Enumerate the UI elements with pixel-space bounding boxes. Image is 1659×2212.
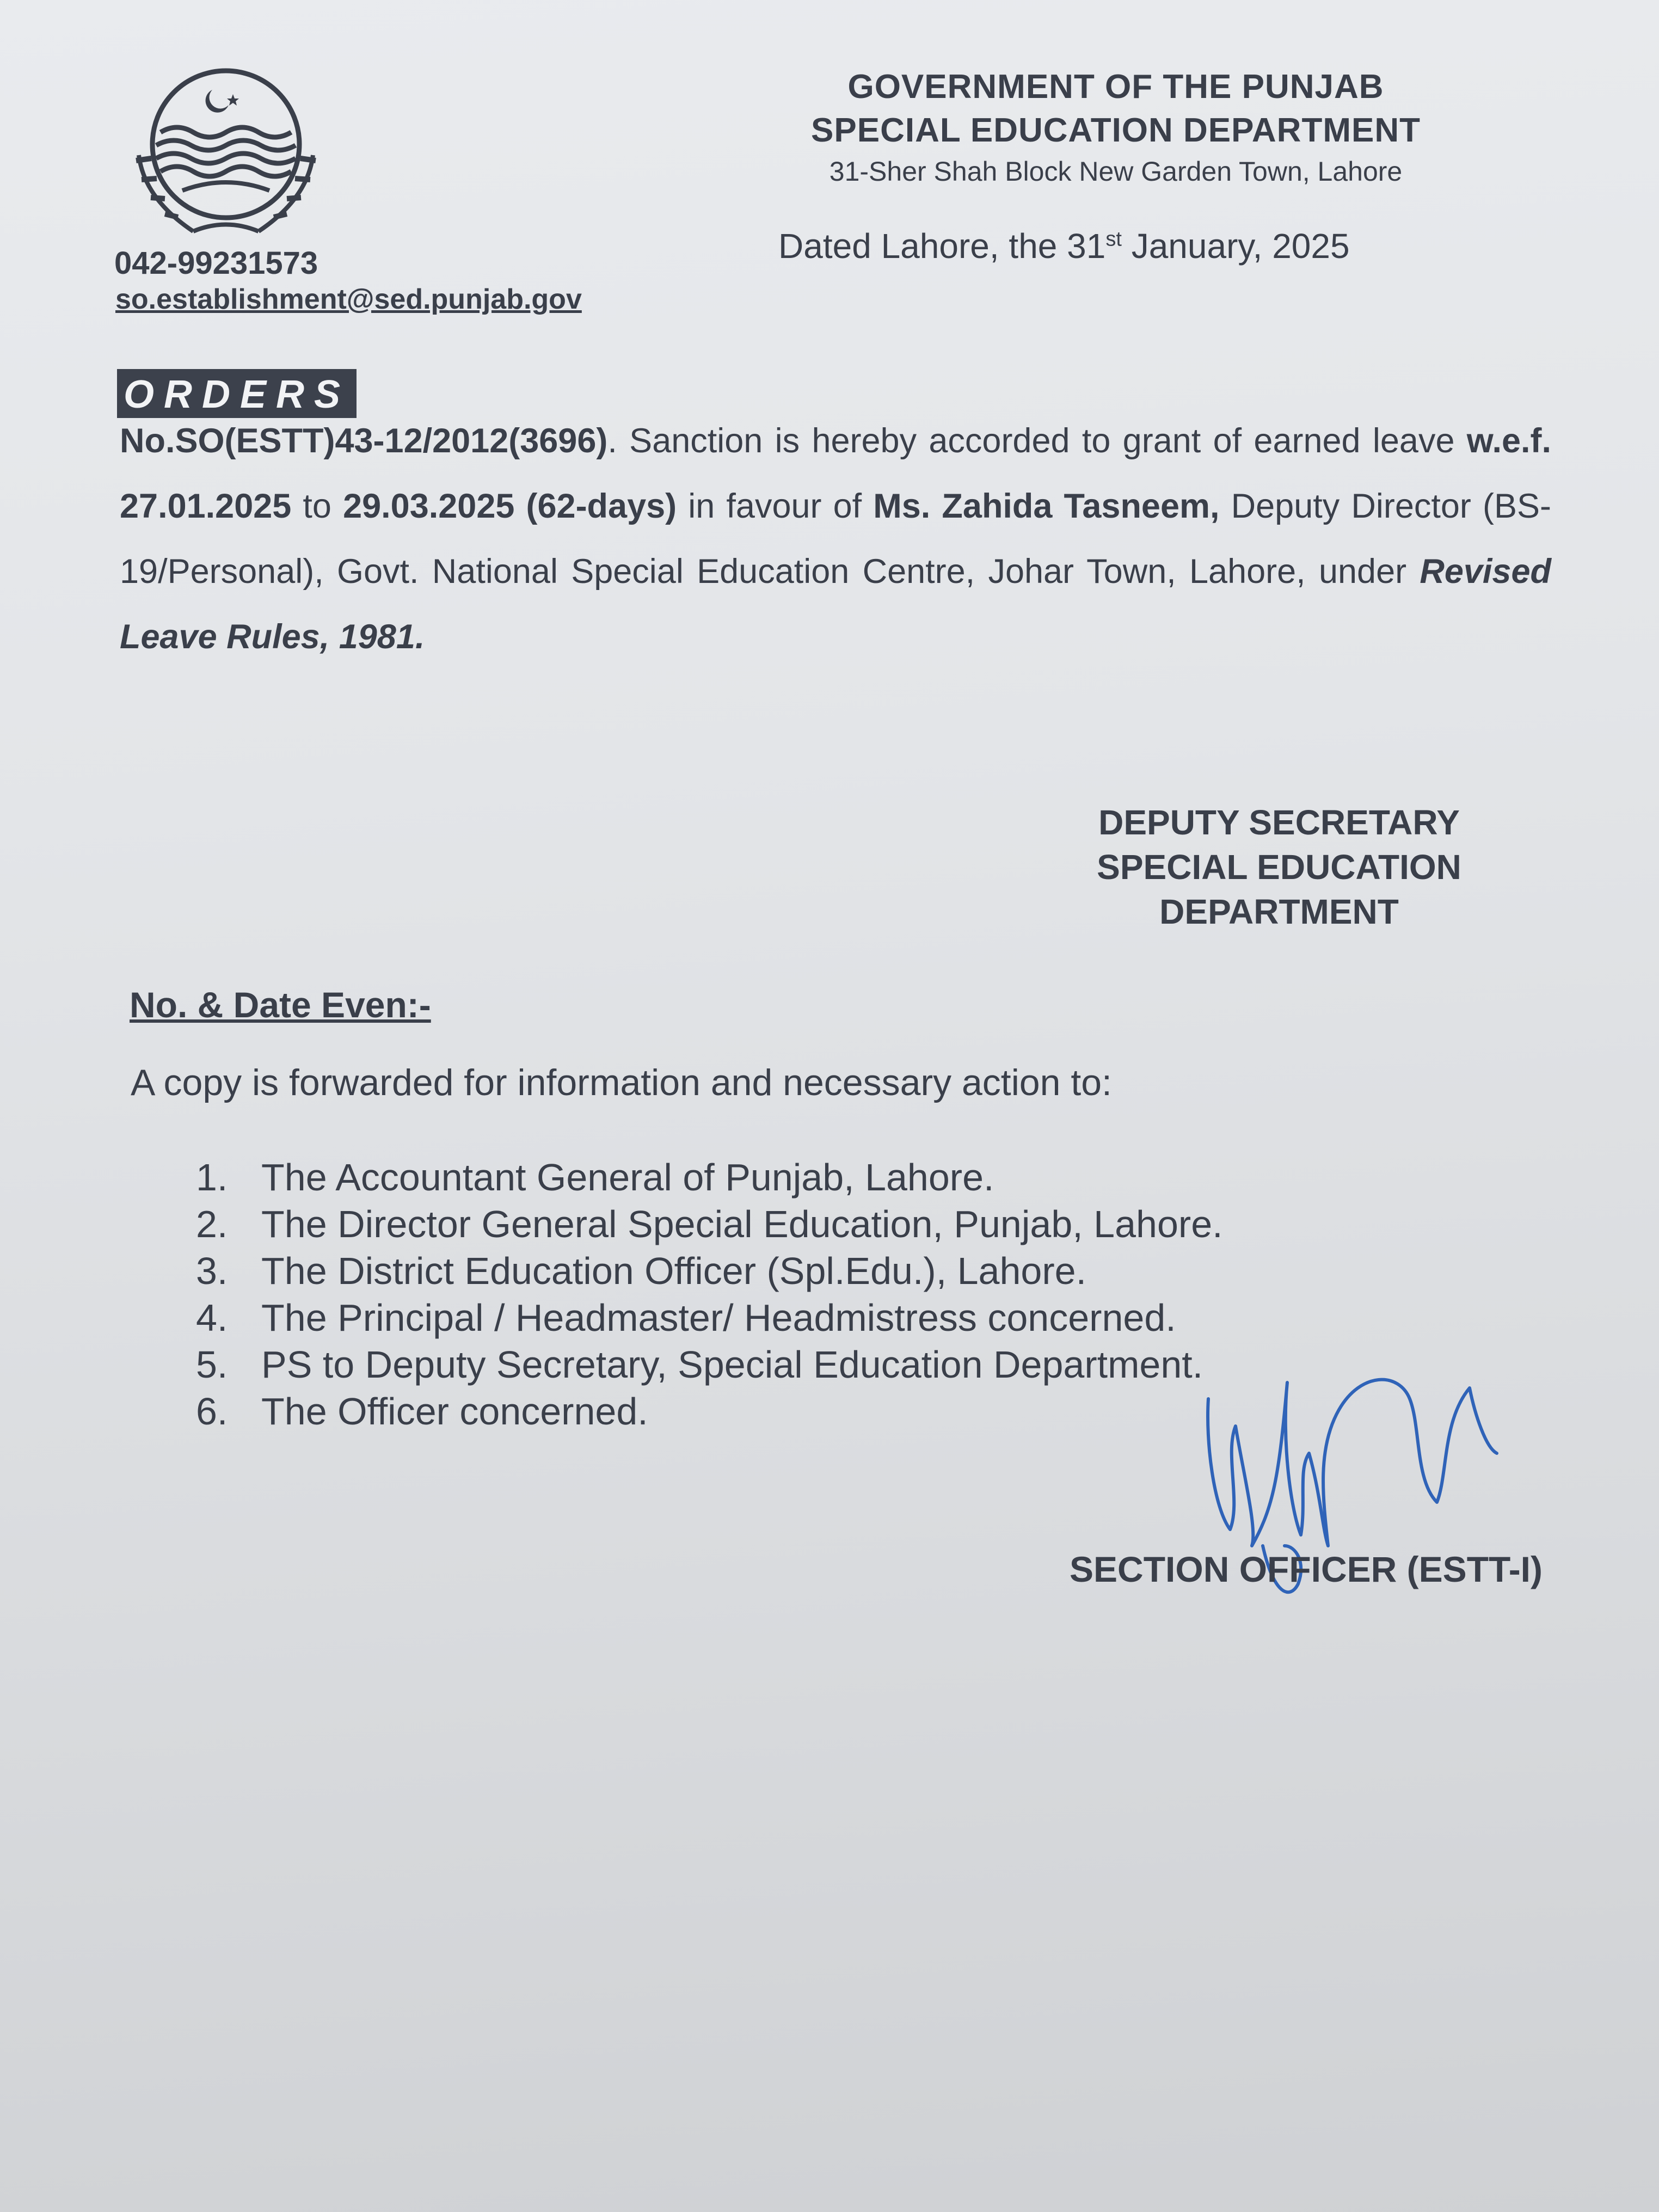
list-item <box>196 1201 1223 1248</box>
recipient-list <box>196 1154 1223 1435</box>
department-address: 31-Sher Shah Block New Garden Town, Lahore <box>829 156 1403 187</box>
order-reference-number: No.SO(ESTT)43-12/2012(3696) <box>120 422 608 460</box>
orders-heading: ORDERS <box>117 369 357 418</box>
recipient: The District Education Officer (Spl.Edu.), Lahore. <box>261 1250 1087 1292</box>
order-body <box>120 408 1551 669</box>
list-number: 2. <box>196 1203 228 1245</box>
list-number: 3. <box>196 1250 228 1292</box>
list-item <box>196 1248 1223 1294</box>
department-name: SPECIAL EDUCATION DEPARTMENT <box>811 112 1421 149</box>
designation-line: DEPUTY SECRETARY <box>1098 803 1460 842</box>
order-text-to: to <box>291 487 343 525</box>
list-item <box>196 1154 1223 1201</box>
designation-line: SPECIAL EDUCATION <box>1097 847 1461 887</box>
date-ordinal: st <box>1105 228 1122 251</box>
leave-start-date: w.e.f. 27.01.2025 <box>120 422 1551 525</box>
list-item <box>196 1294 1223 1341</box>
recipient: The Officer concerned. <box>261 1390 648 1433</box>
issue-date <box>778 226 1350 266</box>
copy-heading: No. & Date Even:- <box>130 985 431 1025</box>
recipient: PS to Deputy Secretary, Special Education Department. <box>261 1343 1203 1386</box>
copy-intro: A copy is forwarded for information and necessary action to: <box>131 1062 1112 1103</box>
designation-line: DEPARTMENT <box>1159 892 1399 931</box>
order-text-3: Deputy Director (BS-19/Personal), Govt. National Special Education Centre, Johar Town, Lahore, under <box>120 487 1552 591</box>
recipient: The Principal / Headmaster/ Headmistress concerned. <box>261 1297 1176 1339</box>
deputy-secretary-designation <box>1034 800 1524 934</box>
list-number: 6. <box>196 1390 228 1433</box>
government-name: GOVERNMENT OF THE PUNJAB <box>847 68 1384 106</box>
order-text-2: in favour of <box>677 487 874 525</box>
punjab-government-emblem-icon <box>117 68 335 242</box>
list-number: 5. <box>196 1343 228 1386</box>
list-item <box>196 1341 1223 1388</box>
recipient: The Accountant General of Punjab, Lahore. <box>261 1156 994 1199</box>
list-number: 4. <box>196 1297 228 1339</box>
date-suffix: January, 2025 <box>1121 226 1350 266</box>
email-address: so.establishment@sed.punjab.gov <box>115 284 582 315</box>
list-number: 1. <box>196 1156 228 1199</box>
officer-name: Ms. Zahida Tasneem, <box>873 487 1220 525</box>
order-text-1: . Sanction is hereby accorded to grant of earned leave <box>607 422 1467 460</box>
recipient: The Director General Special Education, Punjab, Lahore. <box>261 1203 1223 1245</box>
leave-rules: Revised Leave Rules, 1981. <box>120 552 1551 656</box>
list-item <box>196 1388 1223 1435</box>
leave-end-date: 29.03.2025 (62-days) <box>343 487 677 525</box>
date-prefix: Dated Lahore, the 31 <box>778 226 1106 266</box>
government-header <box>762 65 1470 191</box>
section-officer-designation: SECTION OFFICER (ESTT-I) <box>1070 1549 1543 1589</box>
phone-number: 042-99231573 <box>114 245 318 281</box>
